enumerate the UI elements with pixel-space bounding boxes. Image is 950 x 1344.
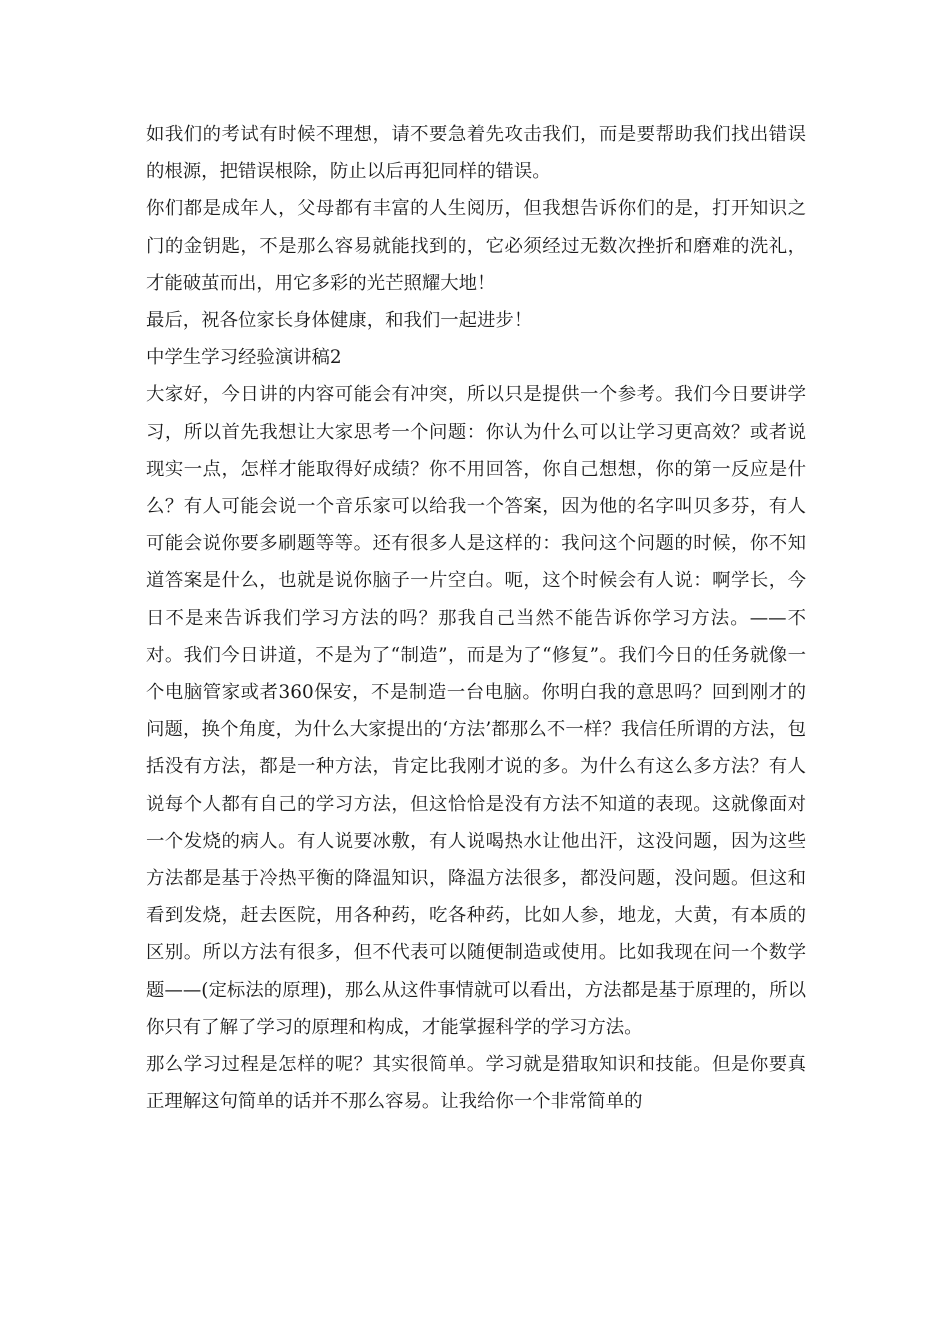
paragraph-golden-key: 你们都是成年人，父母都有丰富的人生阅历，但我想告诉你们的是，打开知识之门的金钥匙，不是那么容易就能找到的，它必须经过无数次挫折和磨难的洗礼，才能破茧而出，用它多彩的光芒照耀大地！	[146, 198, 806, 294]
section-title: 中学生学习经验演讲稿2	[146, 347, 342, 369]
paragraph-learning-process: 那么学习过程是怎样的呢？其实很简单。学习就是猎取知识和技能。但是你要真正理解这句简单的话并不那么容易。让我给你一个非常简单的	[146, 1054, 806, 1113]
document-page	[146, 116, 806, 1120]
paragraph-learning-method: 大家好，今日讲的内容可能会有冲突，所以只是提供一个参考。我们今日要讲学习，所以首先我想让大家思考一个问题：你认为什么可以让学习更高效？或者说现实一点，怎样才能取得好成绩？你不用回答，你自己想想，你的第一反应是什么？有人可能会说一个音乐家可以给我一个答案，因为他的名字叫贝多芬，有人可能会说你要多刷题等等。还有很多人是这样的：我问这个问题的时候，你不知道答案是什么，也就是说你脑子一片空白。呃，这个时候会有人说：啊学长，今日不是来告诉我们学习方法的吗？那我自己当然不能告诉你学习方法。——不对。我们今日讲道，不是为了“制造”，而是为了“修复”。我们今日的任务就像一个电脑管家或者360保安，不是制造一台电脑。你明白我的意思吗？回到刚才的问题，换个角度，为什么大家提出的‘方法’都那么不一样？我信任所谓的方法，包括没有方法，都是一种方法，肯定比我刚才说的多。为什么有这么多方法？有人说每个人都有自己的学习方法，但这恰恰是没有方法不知道的表现。这就像面对一个发烧的病人。有人说要冰敷，有人说喝热水让他出汗，这没问题，因为这些方法都是基于冷热平衡的降温知识，降温方法很多，都没问题，没问题。但这和看到发烧，赶去医院，用各种药，吃各种药，比如人参，地龙，大黄，有本质的区别。所以方法有很多，但不代表可以随便制造或使用。比如我现在问一个数学题——(定标法的原理)，那么从这件事情就可以看出，方法都是基于原理的，所以你只有了解了学习的原理和构成，才能掌握科学的学习方法。	[146, 384, 806, 1038]
paragraph-exam-advice: 如我们的考试有时候不理想，请不要急着先攻击我们，而是要帮助我们找出错误的根源，把错误根除，防止以后再犯同样的错误。	[146, 124, 806, 183]
paragraph-closing-wish: 最后，祝各位家长身体健康，和我们一起进步！	[146, 310, 533, 332]
